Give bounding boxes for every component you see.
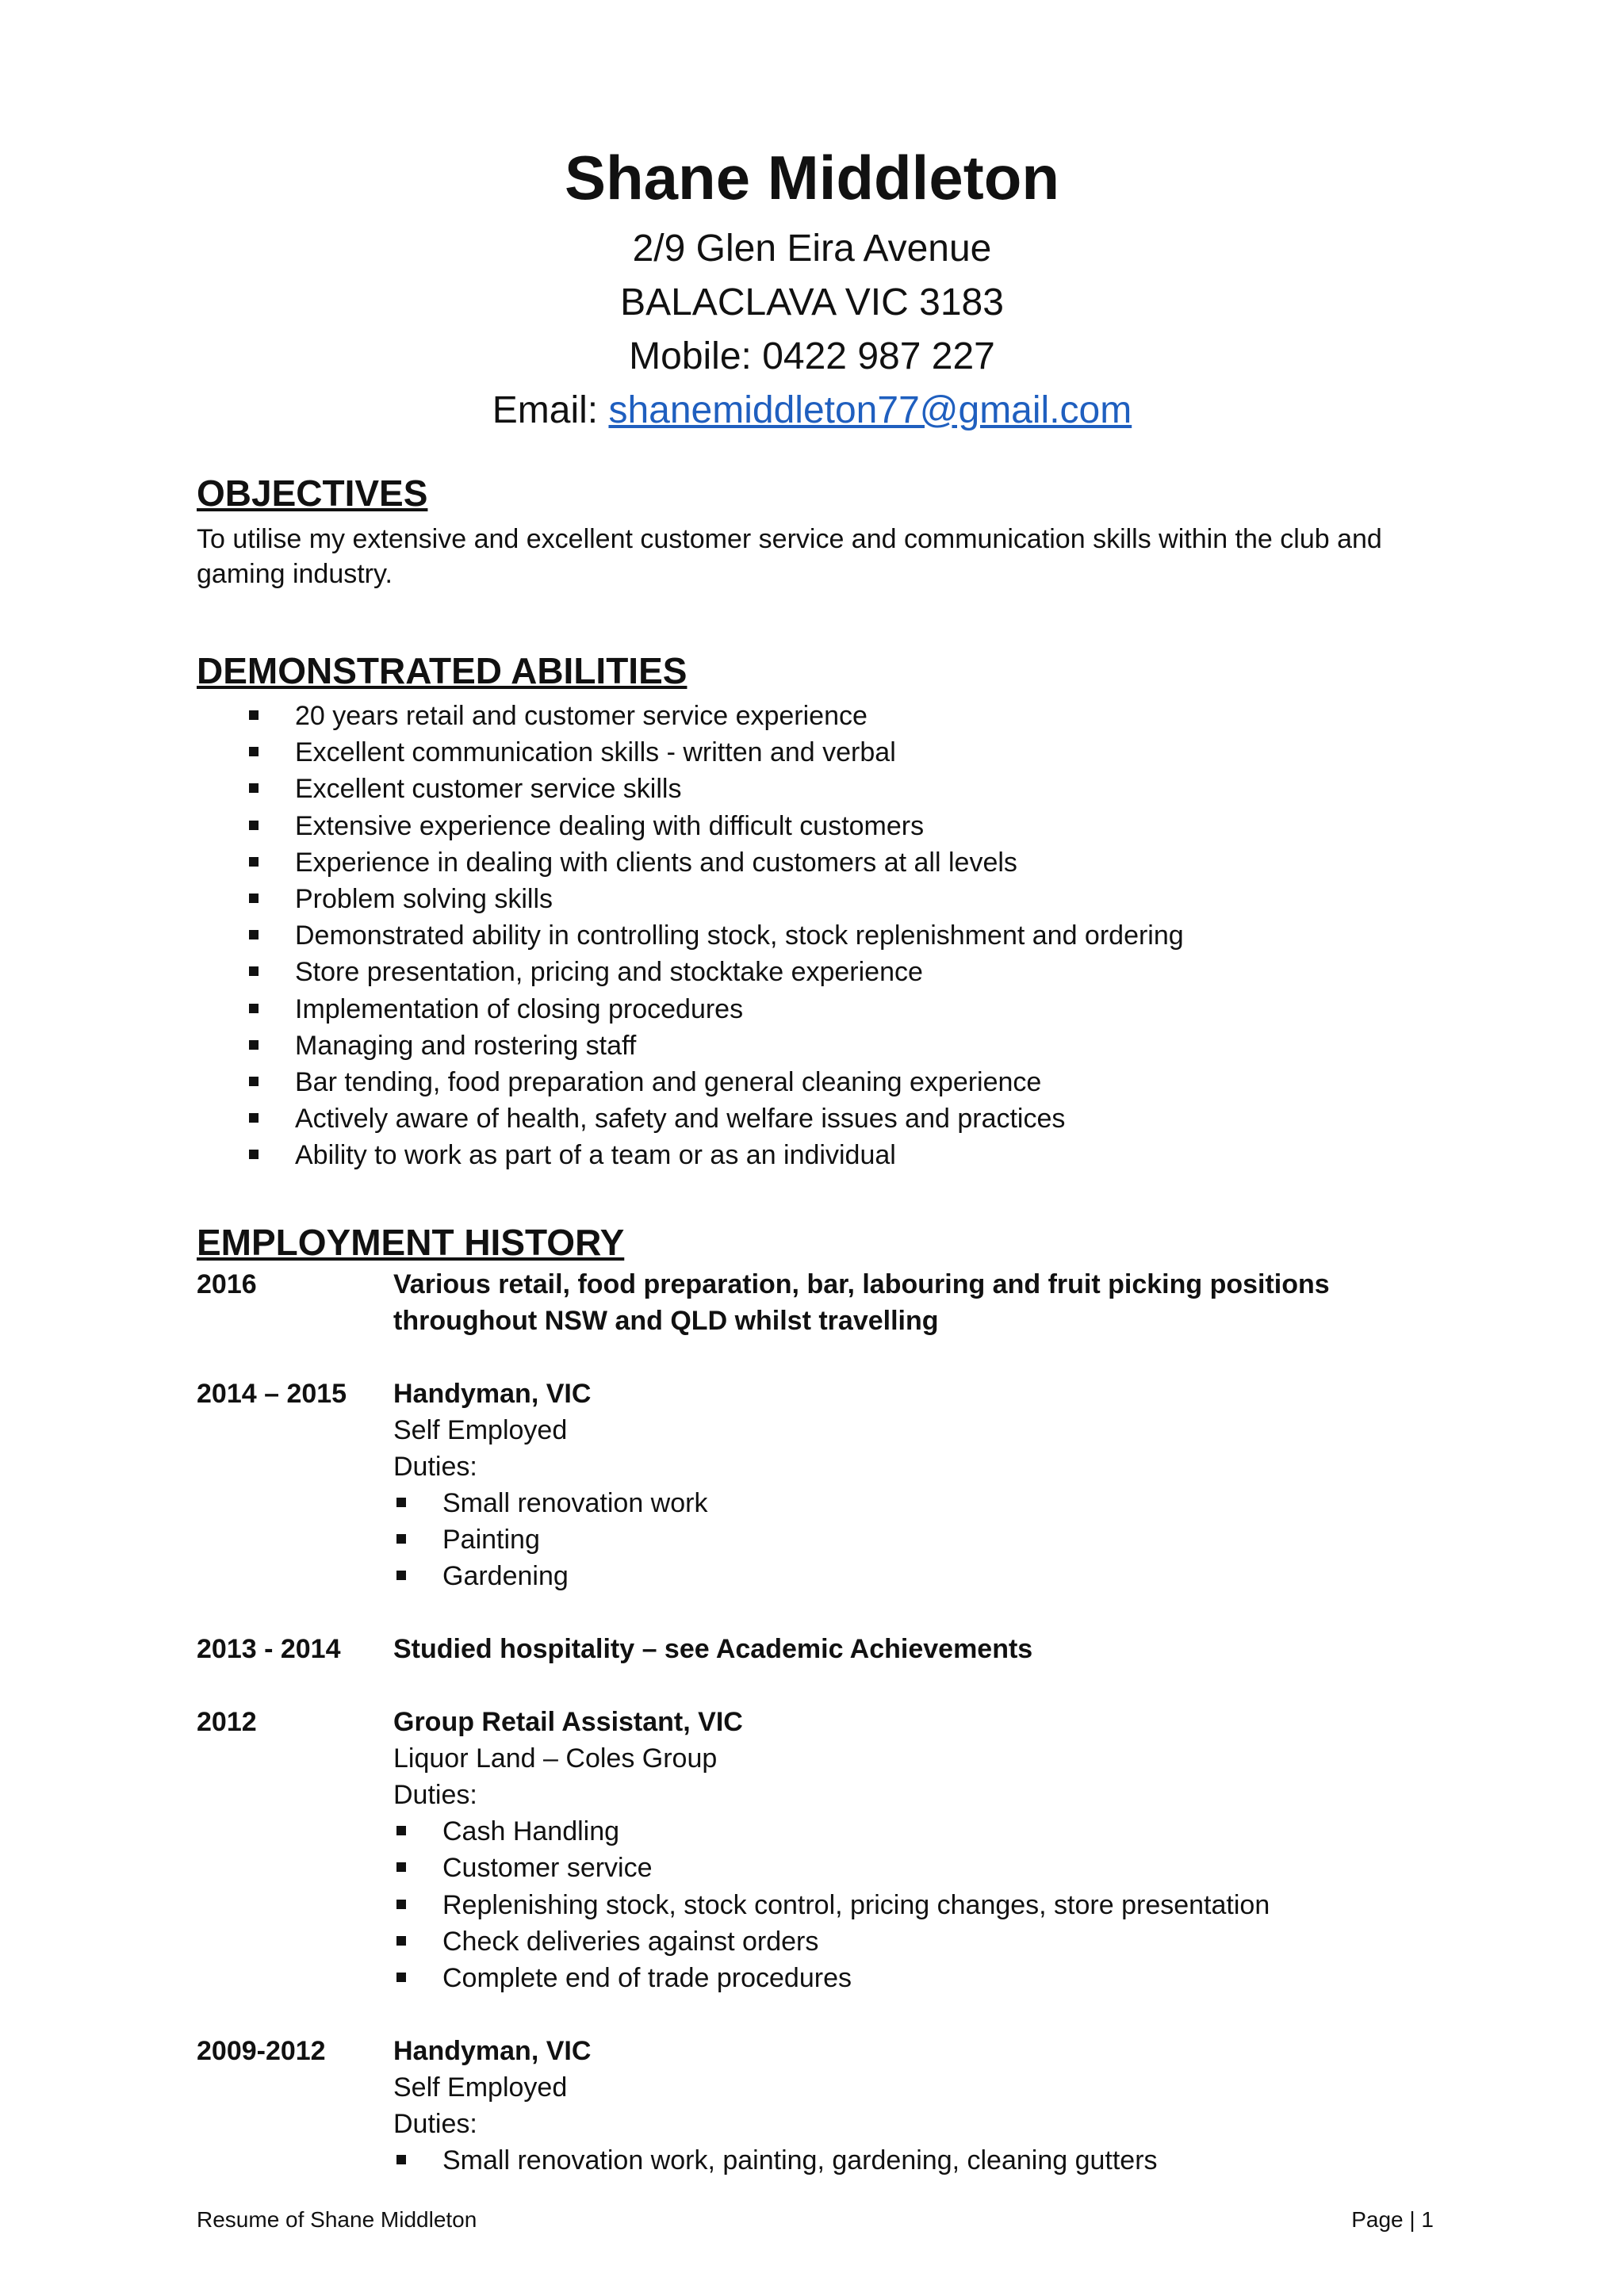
resume-header: [0, 133, 1624, 438]
employment-heading: EMPLOYMENT HISTORY: [197, 1221, 625, 1263]
square-bullet-icon: [396, 1900, 406, 1909]
list-item: Excellent customer service skills: [197, 771, 1434, 807]
list-item: 20 years retail and customer service experience: [197, 698, 1434, 734]
employment-section: [197, 1219, 1434, 2179]
job-employer: Self Employed: [393, 2072, 568, 2103]
job-entry: [197, 1631, 1434, 1667]
square-bullet-icon: [249, 930, 259, 939]
email-line: [0, 384, 1624, 438]
duties-label: Duties:: [393, 2109, 477, 2140]
list-item: Ability to work as part of a team or as an individual: [197, 1137, 1434, 1173]
objectives-section: [197, 469, 1434, 591]
square-bullet-icon: [396, 1534, 406, 1544]
address-line-1: 2/9 Glen Eira Avenue: [632, 228, 992, 270]
abilities-section: [197, 647, 1434, 1174]
square-bullet-icon: [396, 1826, 406, 1835]
job-entry: [197, 1376, 1434, 1595]
list-item: Experience in dealing with clients and customers at all levels: [197, 844, 1434, 881]
square-bullet-icon: [396, 1936, 406, 1946]
job-entry: [197, 2033, 1434, 2179]
job-date: 2013 - 2014: [197, 1634, 341, 1665]
page-footer: [197, 2204, 1434, 2236]
job-title-continued: throughout NSW and QLD whilst travelling: [393, 1305, 939, 1336]
list-item: Problem solving skills: [197, 881, 1434, 917]
square-bullet-icon: [396, 1862, 406, 1872]
square-bullet-icon: [396, 1973, 406, 1982]
list-item: Demonstrated ability in controlling stock, stock replenishment and ordering: [197, 917, 1434, 954]
mobile-line: Mobile: 0422 987 227: [629, 335, 995, 377]
footer-title: Resume of Shane Middleton: [197, 2207, 477, 2232]
job-employer: Self Employed: [393, 1414, 568, 1445]
list-item: Actively aware of health, safety and welfare issues and practices: [197, 1100, 1434, 1137]
job-entry: [197, 1704, 1434, 1996]
list-item: Bar tending, food preparation and general cleaning experience: [197, 1064, 1434, 1100]
list-item: Managing and rostering staff: [197, 1027, 1434, 1064]
duties-list: [393, 1485, 1434, 1595]
job-date: 2009-2012: [197, 2036, 326, 2067]
abilities-heading: DEMONSTRATED ABILITIES: [197, 650, 688, 691]
job-date: 2014 – 2015: [197, 1378, 347, 1409]
email-link[interactable]: shanemiddleton77@gmail.com: [608, 389, 1132, 431]
email-label: Email:: [492, 389, 609, 431]
job-title: Handyman, VIC: [393, 1378, 592, 1409]
job-date: 2016: [197, 1269, 257, 1299]
square-bullet-icon: [249, 1004, 259, 1013]
list-item: Cash Handling: [393, 1813, 1434, 1850]
list-item: Excellent communication skills - written and verbal: [197, 734, 1434, 771]
resume-content: [197, 469, 1434, 2179]
square-bullet-icon: [249, 1113, 259, 1123]
square-bullet-icon: [396, 1571, 406, 1580]
list-item: Implementation of closing procedures: [197, 991, 1434, 1027]
list-item: Painting: [393, 1521, 1434, 1558]
list-item: Customer service: [393, 1850, 1434, 1886]
job-title: Handyman, VIC: [393, 2036, 592, 2067]
list-item: Gardening: [393, 1558, 1434, 1594]
square-bullet-icon: [249, 783, 259, 793]
square-bullet-icon: [249, 1040, 259, 1050]
duties-list: [393, 2142, 1434, 2179]
job-title: Various retail, food preparation, bar, labouring and fruit picking positions: [393, 1269, 1330, 1299]
address-line-2: BALACLAVA VIC 3183: [620, 281, 1004, 323]
square-bullet-icon: [249, 821, 259, 830]
duties-label: Duties:: [393, 1451, 477, 1482]
list-item: Small renovation work: [393, 1485, 1434, 1521]
square-bullet-icon: [249, 894, 259, 903]
list-item: Check deliveries against orders: [393, 1923, 1434, 1960]
square-bullet-icon: [396, 1498, 406, 1507]
square-bullet-icon: [249, 1150, 259, 1159]
list-item: Store presentation, pricing and stocktake experience: [197, 954, 1434, 990]
job-date: 2012: [197, 1707, 257, 1738]
job-title: Group Retail Assistant, VIC: [393, 1707, 743, 1738]
square-bullet-icon: [249, 710, 259, 720]
objectives-text: To utilise my extensive and excellent customer service and communication skills within the club and gaming industry.: [197, 524, 1382, 589]
square-bullet-icon: [249, 747, 259, 756]
list-item: Replenishing stock, stock control, pricing changes, store presentation: [393, 1887, 1434, 1923]
page-number: Page | 1: [1351, 2207, 1434, 2232]
square-bullet-icon: [249, 857, 259, 867]
list-item: Small renovation work, painting, gardening, cleaning gutters: [393, 2142, 1434, 2179]
objectives-heading: OBJECTIVES: [197, 473, 428, 514]
duties-label: Duties:: [393, 1780, 477, 1811]
candidate-name: Shane Middleton: [565, 143, 1059, 212]
list-item: Complete end of trade procedures: [393, 1960, 1434, 1996]
list-item: Extensive experience dealing with difficult customers: [197, 808, 1434, 844]
abilities-list: [197, 698, 1434, 1174]
square-bullet-icon: [249, 1077, 259, 1086]
duties-list: [393, 1813, 1434, 1996]
job-employer: Liquor Land – Coles Group: [393, 1743, 718, 1774]
job-title: Studied hospitality – see Academic Achievements: [393, 1634, 1033, 1665]
square-bullet-icon: [249, 966, 259, 976]
job-entry: [197, 1266, 1434, 1339]
square-bullet-icon: [396, 2155, 406, 2164]
